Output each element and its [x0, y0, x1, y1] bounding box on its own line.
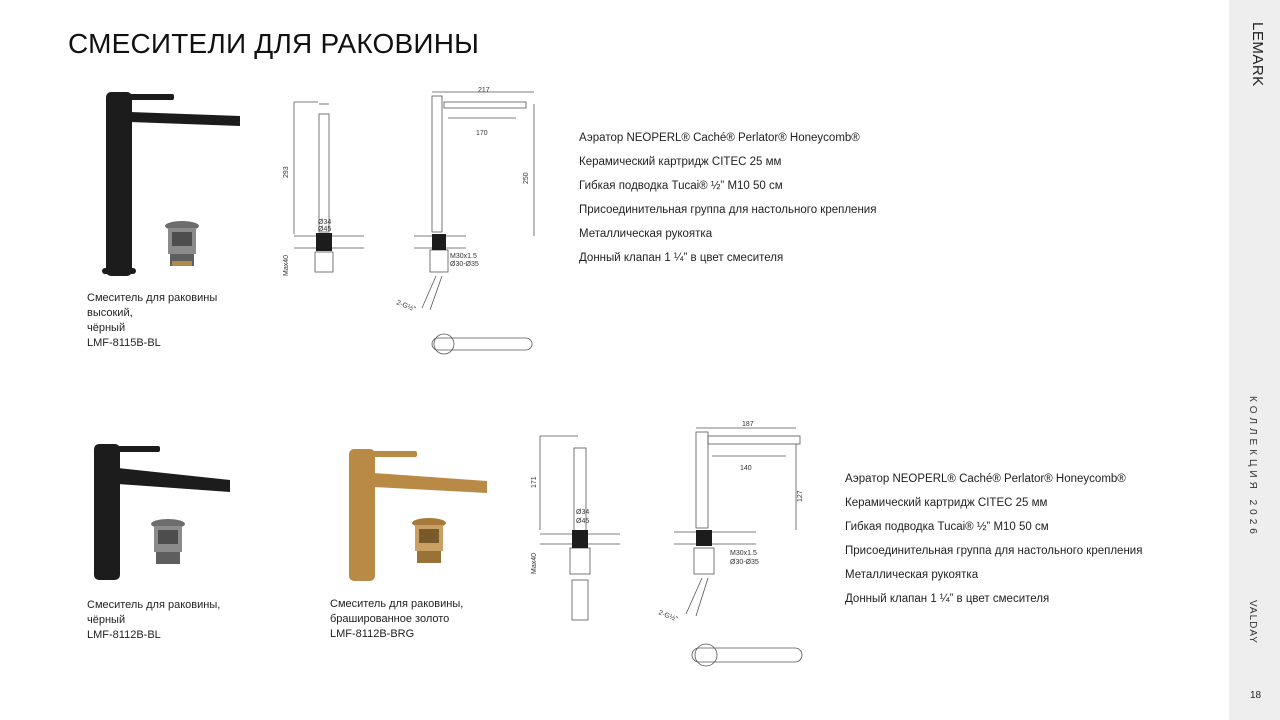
- dim-reach-total-short: 187: [742, 421, 754, 428]
- drain-valve-gold: [412, 518, 446, 563]
- collection-label: КОЛЛЕКЦИЯ 2026: [1247, 396, 1258, 538]
- feature-hose: Гибкая подводка Tucai® ½” M10 50 см: [579, 180, 783, 192]
- dim-height-total-short: 171: [531, 476, 538, 488]
- product-caption-tall-black: [87, 291, 217, 351]
- dim-max-deck-tall: Max40: [283, 254, 290, 276]
- faucet-tall-black-image: [90, 86, 250, 278]
- dim-spout-reach-tall: 170: [476, 130, 488, 137]
- product-caption-short-black: [87, 598, 220, 643]
- page-number: 18: [1250, 690, 1262, 701]
- caption-line: высокий,: [87, 307, 133, 319]
- dim-diam-base-tall: Ø45: [318, 226, 332, 233]
- feature-mounting: Присоединительная группа для настольного крепления: [845, 545, 1143, 557]
- caption-line: чёрный: [87, 322, 126, 334]
- faucet-short-black-image: [90, 440, 240, 582]
- feature-mounting: Присоединительная группа для настольного крепления: [579, 204, 877, 216]
- feature-drain: Донный клапан 1 ¼” в цвет смесителя: [845, 593, 1050, 605]
- features-list-tall: [579, 126, 876, 270]
- dim-thread-tall: M30x1.5: [450, 253, 477, 260]
- technical-drawing-short-side: [656, 418, 816, 670]
- dim-hose-short: 2-G½": [657, 609, 679, 624]
- dim-thread-short: M30x1.5: [730, 550, 757, 557]
- feature-handle: Металлическая рукоятка: [579, 228, 713, 240]
- dim-max-deck-short: Max40: [531, 552, 538, 574]
- product-sku: LMF-8112B-BRG: [330, 628, 415, 640]
- feature-cartridge: Керамический картридж CITEC 25 мм: [579, 156, 782, 168]
- product-sku: LMF-8115B-BL: [87, 337, 161, 349]
- drain-valve-chrome-2: [151, 519, 185, 564]
- dim-hose-tall: 2-G½": [395, 299, 417, 314]
- series-name: VALDAY: [1247, 600, 1258, 644]
- dim-hole-tall: Ø30-Ø35: [450, 261, 479, 268]
- features-list-short: [845, 467, 1142, 611]
- drain-valve-chrome-1: [165, 221, 199, 266]
- dim-hole-short: Ø30-Ø35: [730, 559, 759, 566]
- dim-diam-top-short: Ø34: [576, 509, 590, 516]
- brand-logo-text: LEMARK: [1249, 22, 1266, 87]
- dim-spout-reach-short: 140: [740, 465, 752, 472]
- dim-reach-total-tall: 217: [478, 87, 490, 94]
- feature-drain: Донный клапан 1 ¼” в цвет смесителя: [579, 252, 784, 264]
- feature-handle: Металлическая рукоятка: [845, 569, 979, 581]
- brand-logo: [1244, 22, 1266, 88]
- dim-height-total-tall: 293: [283, 166, 290, 178]
- page-title: СМЕСИТЕЛИ ДЛЯ РАКОВИНЫ: [68, 28, 480, 59]
- product-sku: LMF-8112B-BL: [87, 629, 161, 641]
- dim-diam-base-short: Ø45: [576, 518, 590, 525]
- feature-aerator: Аэратор NEOPERL® Caché® Perlator® Honeycomb®: [579, 132, 860, 144]
- caption-line: чёрный: [87, 614, 126, 626]
- technical-drawing-tall-side: [396, 86, 546, 366]
- dim-spout-height-tall: 250: [523, 172, 530, 184]
- caption-line: Смеситель для раковины,: [330, 598, 464, 610]
- feature-cartridge: Керамический картридж CITEC 25 мм: [845, 497, 1048, 509]
- technical-drawing-short-front: [530, 430, 620, 630]
- caption-line: Смеситель для раковины: [87, 292, 218, 304]
- dim-spout-height-short: 127: [797, 490, 804, 502]
- caption-line: брашированное золото: [330, 613, 450, 625]
- feature-hose: Гибкая подводка Tucai® ½” M10 50 см: [845, 521, 1049, 533]
- faucet-short-gold-image: [345, 445, 495, 585]
- feature-aerator: Аэратор NEOPERL® Caché® Perlator® Honeycomb®: [845, 473, 1126, 485]
- product-caption-short-gold: [330, 597, 463, 642]
- technical-drawing-tall-front: [284, 96, 364, 276]
- dim-diam-top-tall: Ø34: [318, 219, 332, 226]
- caption-line: Смеситель для раковины,: [87, 599, 221, 611]
